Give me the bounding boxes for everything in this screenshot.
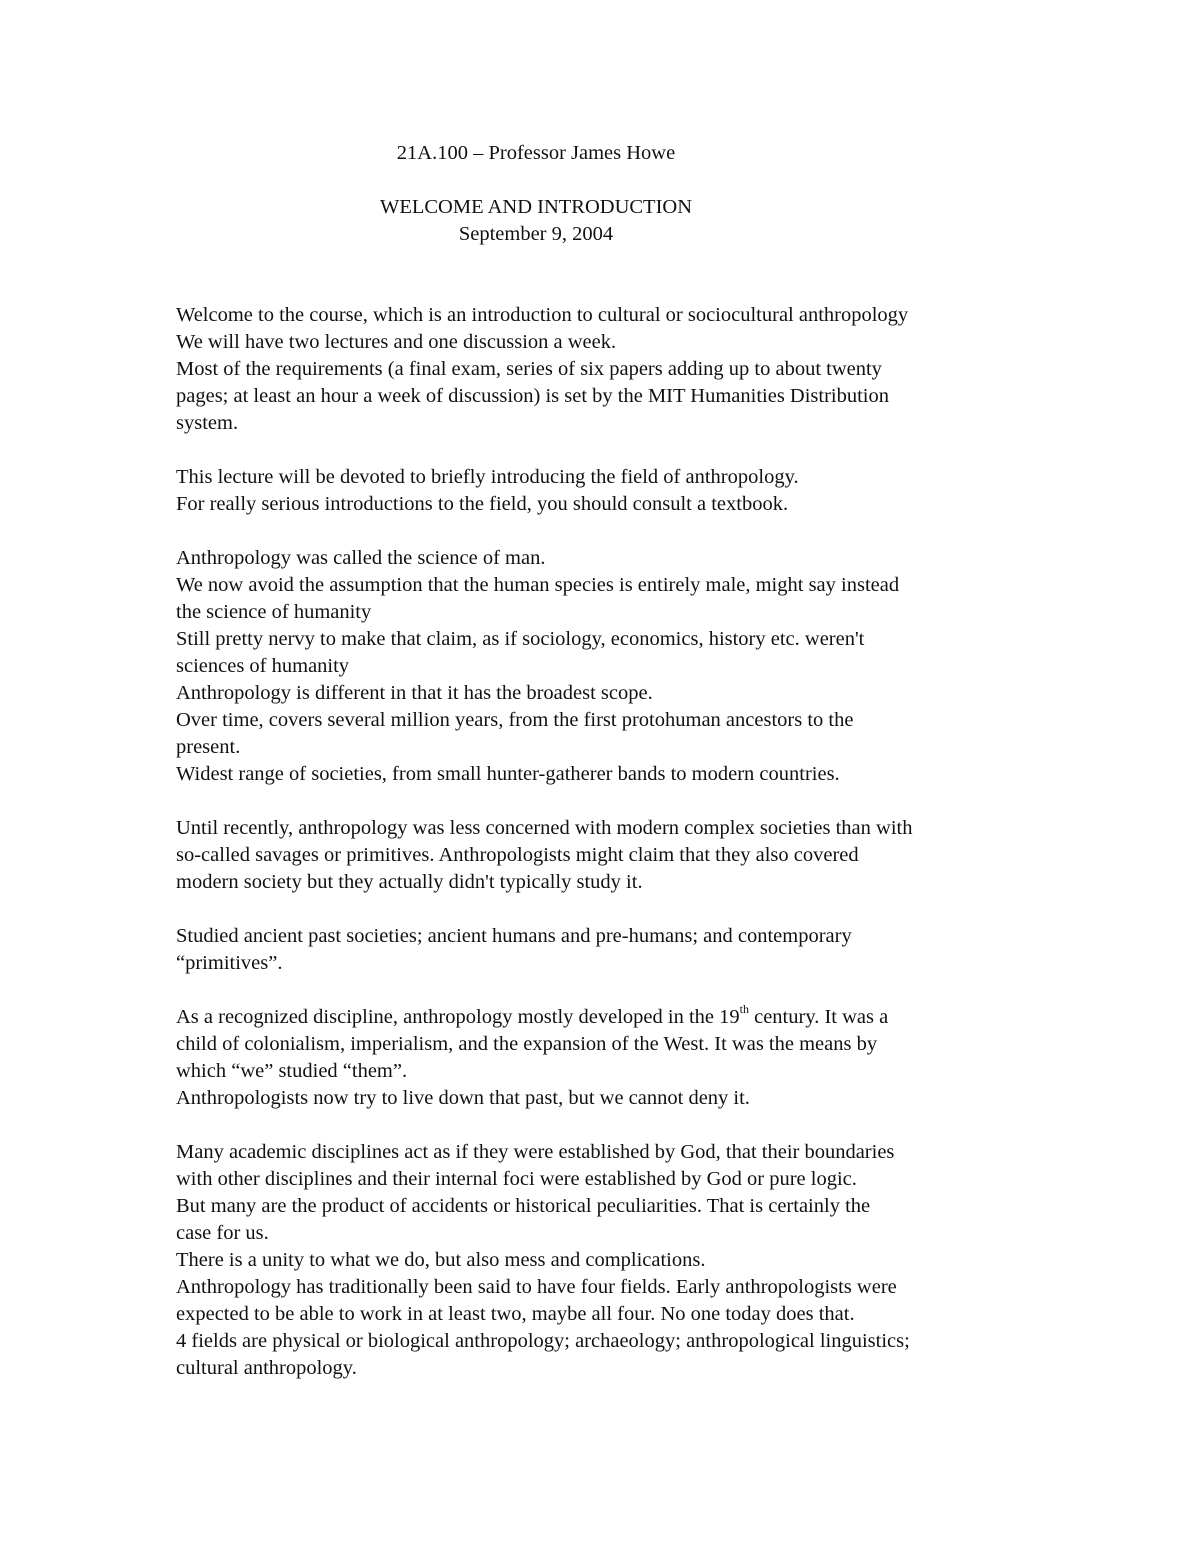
text-line: sciences of humanity — [176, 655, 350, 677]
document-body — [176, 302, 1036, 1382]
paragraph — [176, 1139, 1036, 1382]
paragraph — [176, 302, 1036, 437]
text-line: Anthropology was called the science of man. — [176, 547, 546, 569]
text-line: We now avoid the assumption that the human species is entirely male, might say instead — [176, 574, 900, 596]
text-line: which “we” studied “them”. — [176, 1060, 408, 1082]
document-title: WELCOME AND INTRODUCTION — [379, 196, 693, 218]
text-line: But many are the product of accidents or historical peculiarities. That is certainly the — [176, 1195, 871, 1217]
text-line: Over time, covers several million years, from the first protohuman ancestors to the — [176, 709, 854, 731]
text-line: Studied ancient past societies; ancient humans and pre-humans; and contemporary — [176, 925, 852, 947]
text-line: Widest range of societies, from small hunter-gatherer bands to modern countries. — [176, 763, 840, 785]
text-line: For really serious introductions to the field, you should consult a textbook. — [176, 493, 789, 515]
text-line: so-called savages or primitives. Anthropologists might claim that they also covered — [176, 844, 859, 866]
text-line: Anthropology is different in that it has the broadest scope. — [176, 682, 653, 704]
paragraph — [176, 923, 1036, 977]
paragraph — [176, 464, 1036, 518]
text-line: case for us. — [176, 1222, 269, 1244]
text-line: There is a unity to what we do, but also mess and complications. — [176, 1249, 706, 1271]
text-line — [176, 1004, 1036, 1031]
text-line: Anthropology has traditionally been said to have four fields. Early anthropologists were — [176, 1276, 897, 1298]
text-line: pages; at least an hour a week of discussion) is set by the MIT Humanities Distribution — [176, 385, 890, 407]
document-page — [176, 140, 1036, 1409]
text-line: Anthropologists now try to live down that past, but we cannot deny it. — [176, 1087, 750, 1109]
text-line: This lecture will be devoted to briefly introducing the field of anthropology. — [176, 466, 799, 488]
superscript: th — [739, 1002, 749, 1017]
text-line: with other disciplines and their internal foci were established by God or pure logic. — [176, 1168, 857, 1190]
text-line: Welcome to the course, which is an introduction to cultural or sociocultural anthropology — [176, 304, 909, 326]
text-line: system. — [176, 412, 239, 434]
text-line: Still pretty nervy to make that claim, as if sociology, economics, history etc. weren't — [176, 628, 865, 650]
text-line: 4 fields are physical or biological anthropology; archaeology; anthropological linguistics; — [176, 1330, 910, 1352]
text-line: We will have two lectures and one discussion a week. — [176, 331, 617, 353]
text-segment: As a recognized discipline, anthropology mostly developed in the 19 — [176, 1006, 740, 1028]
paragraph — [176, 815, 1036, 896]
text-line: modern society but they actually didn't typically study it. — [176, 871, 643, 893]
document-date: September 9, 2004 — [458, 223, 614, 245]
text-line: cultural anthropology. — [176, 1357, 357, 1379]
text-segment: century. It was a — [748, 1006, 889, 1028]
paragraph — [176, 545, 1036, 788]
text-line: present. — [176, 736, 241, 758]
text-line: Many academic disciplines act as if they were established by God, that their boundaries — [176, 1141, 895, 1163]
text-line: the science of humanity — [176, 601, 372, 623]
course-heading: 21A.100 – Professor James Howe — [396, 142, 676, 164]
text-line: child of colonialism, imperialism, and the expansion of the West. It was the means by — [176, 1033, 878, 1055]
text-line: Most of the requirements (a final exam, series of six papers adding up to about twenty — [176, 358, 882, 380]
text-line: Until recently, anthropology was less concerned with modern complex societies than with — [176, 817, 913, 839]
text-line: “primitives”. — [176, 952, 283, 974]
paragraph — [176, 1004, 1036, 1112]
text-line: expected to be able to work in at least two, maybe all four. No one today does that. — [176, 1303, 855, 1325]
